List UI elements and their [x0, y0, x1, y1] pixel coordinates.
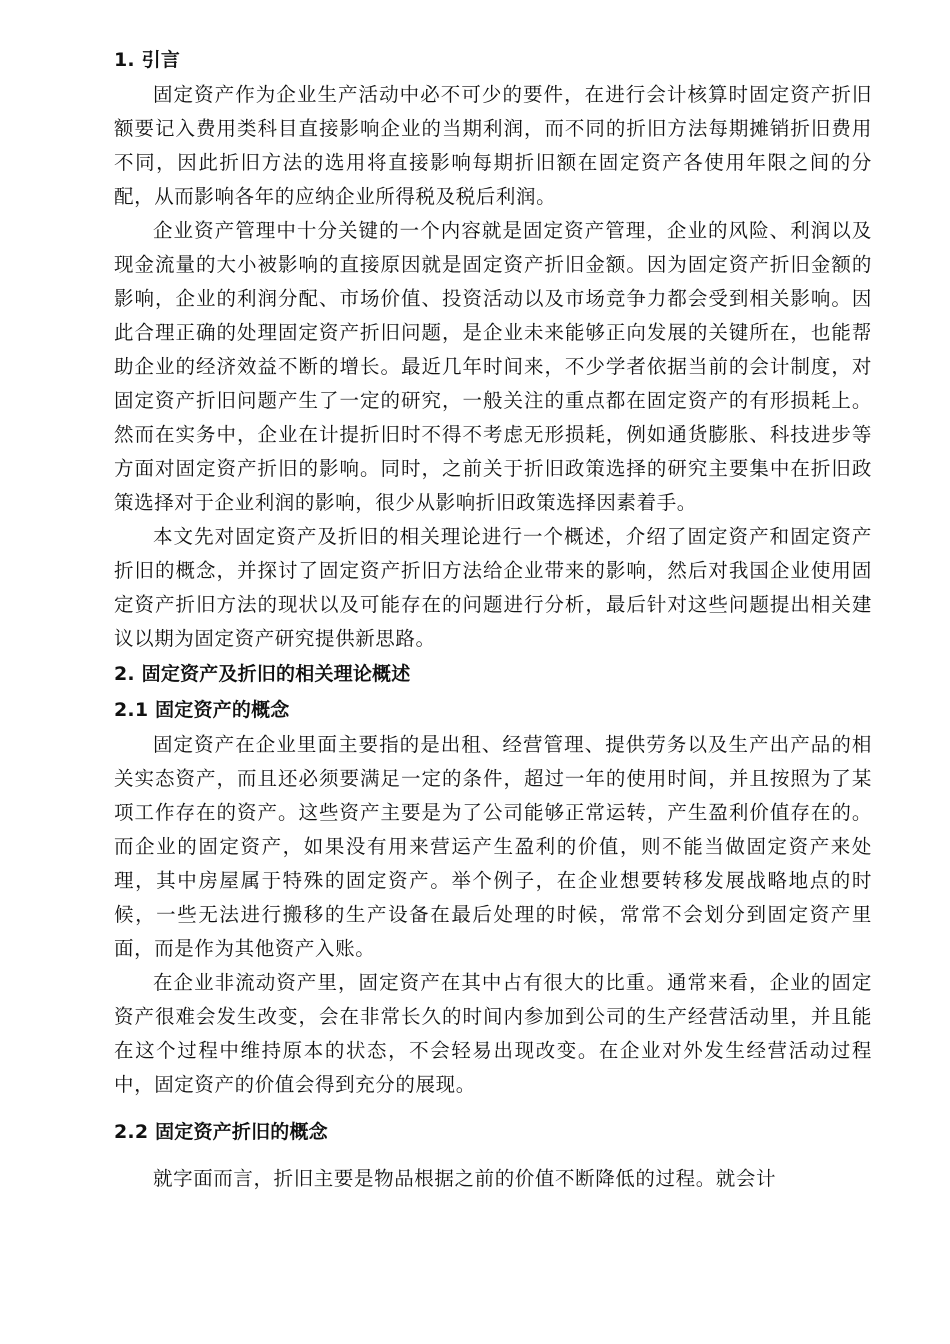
paragraph-fixed-asset-1: 固定资产在企业里面主要指的是出租、经营管理、提供劳务以及生产出产品的相关实态资产，而且还必须要满足一定的条件，超过一年的使用时间，并且按照为了某项工作存在的资产。这些资产主要是为了公司能够正常运转，产生盈利价值存在的。而企业的固定资产，如果没有用来营运产生盈利的价值，则不能当做固定资产来处理，其中房屋属于特殊的固定资产。举个例子，在企业想要转移发展战略地点的时候，一些无法进行搬移的生产设备在最后处理的时候，常常不会划分到固定资产里面，而是作为其他资产入账。 [114, 733, 872, 960]
section-heading-introduction: 1. 引言 [114, 49, 181, 71]
paragraph-depreciation-1: 就字面而言，折旧主要是物品根据之前的价值不断降低的过程。就会计 [153, 1167, 777, 1190]
spacer [114, 1102, 872, 1114]
paragraph-intro-1: 固定资产作为企业生产活动中必不可少的要件，在进行会计核算时固定资产折旧额要记入费用类科目直接影响企业的当期利润，而不同的折旧方法每期摊销折旧费用不同，因此折旧方法的选用将直接影响每期折旧额在固定资产各使用年限之间的分配，从而影响各年的应纳企业所得税及税后利润。 [114, 83, 872, 208]
subsection-heading-fixed-asset-concept: 2.1 固定资产的概念 [114, 699, 290, 721]
paragraph-intro-3: 本文先对固定资产及折旧的相关理论进行一个概述，介绍了固定资产和固定资产折旧的概念，并探讨了固定资产折旧方法给企业带来的影响，然后对我国企业使用固定资产折旧方法的现状以及可能存在的问题进行分析，最后针对这些问题提出相关建议以期为固定资产研究提供新思路。 [114, 525, 872, 650]
section-heading-theory-overview: 2. 固定资产及折旧的相关理论概述 [114, 663, 411, 685]
paragraph-intro-2: 企业资产管理中十分关键的一个内容就是固定资产管理，企业的风险、利润以及现金流量的大小被影响的直接原因就是固定资产折旧金额。因为固定资产折旧金额的影响，企业的利润分配、市场价值、投资活动以及市场竞争力都会受到相关影响。因此合理正确的处理固定资产折旧问题，是企业未来能够正向发展的关键所在，也能帮助企业的经济效益不断的增长。最近几年时间来，不少学者依据当前的会计制度，对固定资产折旧问题产生了一定的研究，一般关注的重点都在固定资产的有形损耗上。然而在实务中，企业在计提折旧时不得不考虑无形损耗，例如通货膨胀、科技进步等方面对固定资产折旧的影响。同时，之前关于折旧政策选择的研究主要集中在折旧政策选择对于企业利润的影响，很少从影响折旧政策选择因素着手。 [114, 219, 872, 514]
subsection-heading-depreciation-concept: 2.2 固定资产折旧的概念 [114, 1121, 328, 1143]
spacer [114, 1150, 872, 1162]
paragraph-fixed-asset-2: 在企业非流动资产里，固定资产在其中占有很大的比重。通常来看，企业的固定资产很难会发生改变，会在非常长久的时间内参加到公司的生产经营活动里，并且能在这个过程中维持原本的状态，不会轻易出现改变。在企业对外发生经营活动过程中，固定资产的价值会得到充分的展现。 [114, 971, 872, 1096]
document-page [114, 42, 872, 1196]
